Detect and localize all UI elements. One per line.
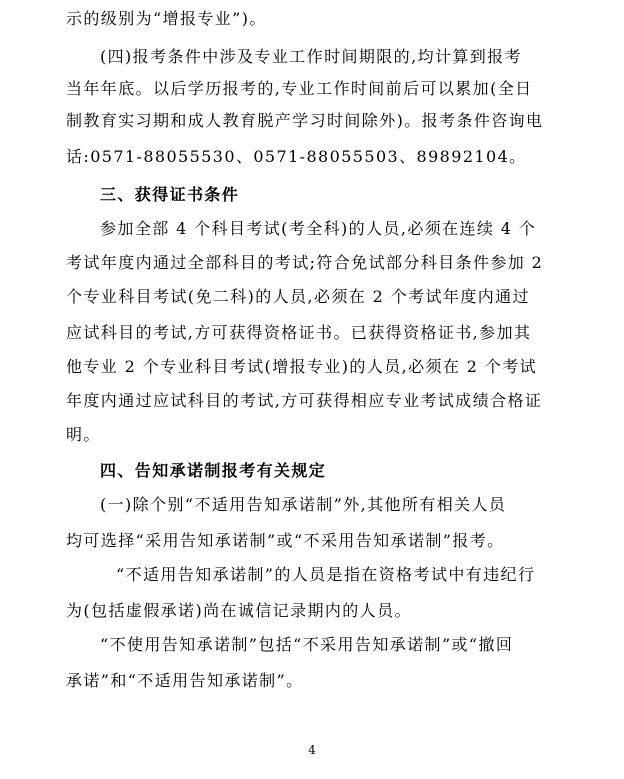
text-line: (一)除个别“不适用告知承诺制”外,其他所有相关人员 xyxy=(100,495,507,514)
text-line: 当年年底。以后学历报考的,专业工作时间前后可以累加(全日 xyxy=(66,79,533,98)
text-line: 明。 xyxy=(66,425,101,444)
text-line: “不使用告知承诺制”包括“不采用告知承诺制”或“撤回 xyxy=(100,635,514,654)
text-line: 个专业科目考试(免二科)的人员,必须在 2 个考试年度内通过 xyxy=(66,287,530,306)
text-line: 话:0571-88055530、0571-88055503、89892104。 xyxy=(66,147,527,166)
text-line: 参加全部 4 个科目考试(考全科)的人员,必须在连续 4 个 xyxy=(100,219,537,238)
text-line: “不适用告知承诺制”的人员是指在资格考试中有违纪行 xyxy=(116,565,536,584)
text-line: 制教育实习期和成人教育脱产学习时间除外)。报考条件咨询电 xyxy=(66,111,544,130)
text-line: 示的级别为“增报专业”)。 xyxy=(66,9,267,28)
section-heading: 四、告知承诺制报考有关规定 xyxy=(100,461,327,480)
page-number: 4 xyxy=(308,743,316,757)
text-line: (四)报考条件中涉及专业工作时间期限的,均计算到报考 xyxy=(100,47,522,66)
text-line: 均可选择“采用告知承诺制”或“不采用告知承诺制”报考。 xyxy=(66,531,505,550)
text-line: 承诺”和“不适用告知承诺制”。 xyxy=(66,671,304,690)
text-line: 应试科目的考试,方可获得资格证书。已获得资格证书,参加其 xyxy=(66,323,532,342)
text-line: 他专业 2 个专业科目考试(增报专业)的人员,必须在 2 个考试 xyxy=(66,357,538,376)
text-line: 考试年度内通过全部科目的考试;符合免试部分科目条件参加 2 xyxy=(66,253,544,272)
text-line: 为(包括虚假承诺)尚在诚信记录期内的人员。 xyxy=(66,601,412,620)
text-line: 年度内通过应试科目的考试,方可获得相应专业考试成绩合格证 xyxy=(66,391,543,410)
section-heading: 三、获得证书条件 xyxy=(100,185,240,204)
